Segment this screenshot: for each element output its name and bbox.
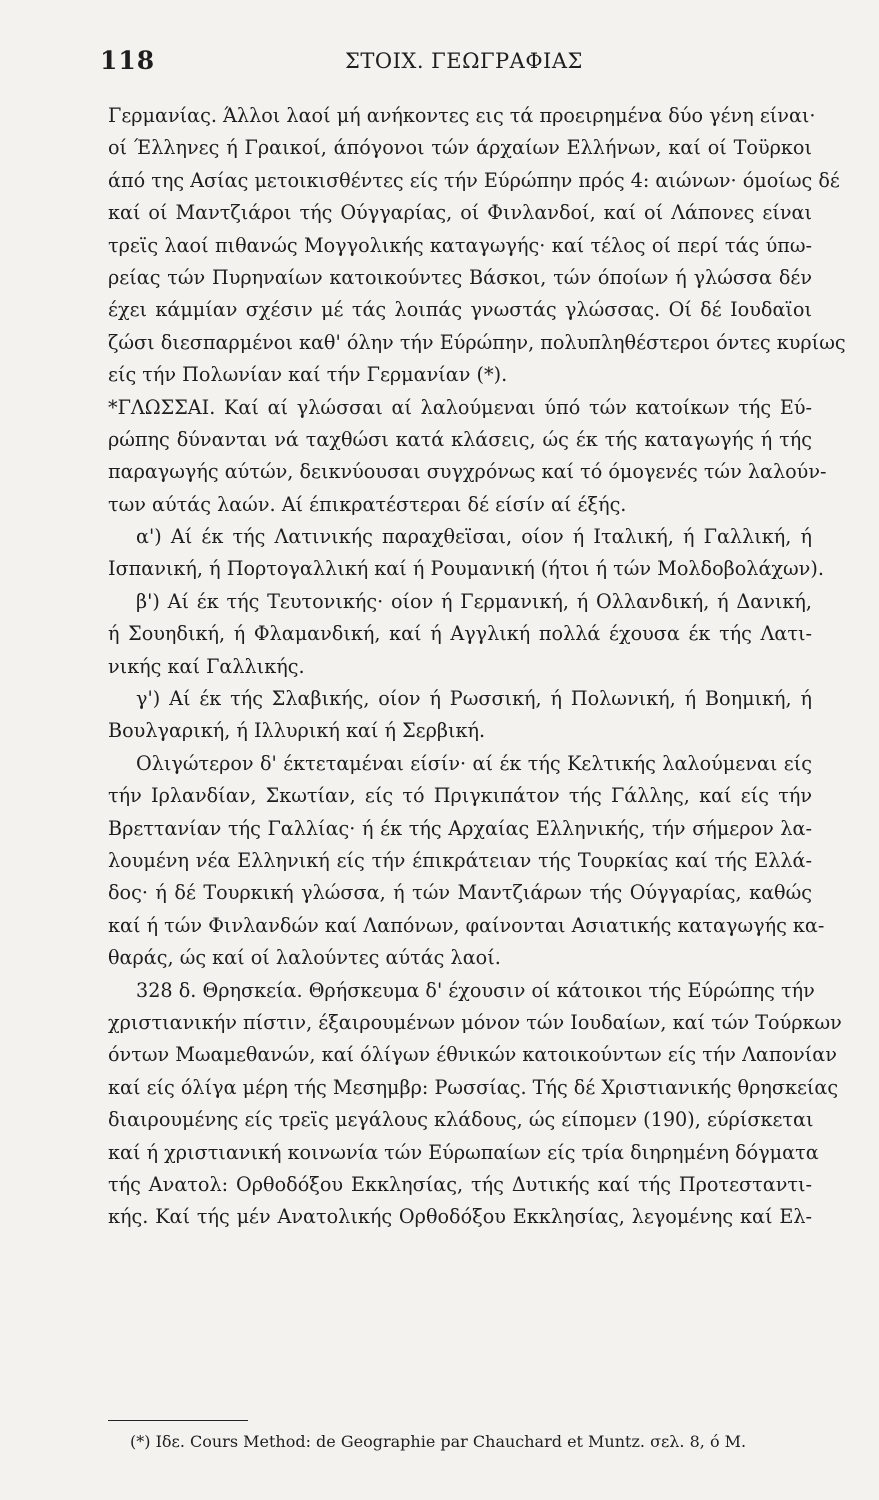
text-line: άπό της Ασίας μετοικισθέντες είς τήν Εύρώπην πρός 4: αιώνων· όμοίως δέ [108,168,840,192]
text-line: είς τήν Πολωνίαν καί τήν Γερμανίαν (*). [108,363,508,387]
text-line: χριστιανικήν πίστιν, έξαιρουμένων μόνον τών Ιουδαίων, καί τών Τούρκων [108,1010,842,1034]
text-line: Βρεττανίαν τής Γαλλίας· ή έκ τής Αρχαίας Ελληνικής, τήν σήμερον λα- [108,816,812,840]
text-line: τής Ανατολ: Ορθοδόξου Εκκλησίας, τής Δυτικής καί τής Προτεσταντι- [108,1172,812,1196]
text-line: β') Αί έκ τής Τευτονικής· οίον ή Γερμανική, ή Ολλανδική, ή Δανική, [136,589,812,613]
text-line: καί ή τών Φινλανδών καί Λαπόνων, φαίνονται Ασιατικής καταγωγής κα- [108,913,825,937]
text-line: ρείας τών Πυρηναίων κατοικούντες Βάσκοι, τών όποίων ή γλώσσα δέν [108,265,812,289]
text-line: Ισπανική, ή Πορτογαλλική καί ή Ρουμανική (ήτοι ή τών Μολδοβολάχων). [108,557,824,581]
text-line: ρώπης δύνανται νά ταχθώσι κατά κλάσεις, ώς έκ τής καταγωγής ή τής [108,427,812,451]
page-header [100,46,820,86]
page-number: 118 [100,46,156,75]
footnote: (*) Ιδε. Cours Method: de Geographie par Chauchard et Muntz. σελ. 8, ό Μ. [130,1432,747,1451]
text-line: Γερμανίας. Άλλοι λαοί μή ανήκοντες εις τά προειρημένα δύο γένη είναι· [108,104,816,127]
text-line: οί Έλληνες ή Γραικοί, άπόγονοι τών άρχαίων Ελλήνων, καί οί Τοϋρκοι [108,136,812,160]
text-line: καί οί Μαντζιάροι τής Ούγγαρίας, οί Φινλανδοί, καί οί Λάπονες είναι [108,201,812,225]
text-line: νικής καί Γαλλικής. [108,654,305,678]
text-line: ή Σουηδική, ή Φλαμανδική, καί ή Αγγλική πολλά έχουσα έκ τής Λατι- [108,622,812,646]
text-line: κής. Καί τής μέν Ανατολικής Ορθοδόξου Εκκλησίας, λεγομένης καί Ελ- [108,1205,812,1229]
text-line: των αύτάς λαών. Αί έπικρατέστεραι δέ είσίν αί έξής. [108,492,627,516]
footnote-divider [108,1420,248,1421]
text-line: τήν Ιρλανδίαν, Σκωτίαν, είς τό Πριγκιπάτον τής Γάλλης, καί είς τήν [108,784,812,808]
text-line: λουμένη νέα Ελληνική είς τήν έπικράτειαν τής Τουρκίας καί τής Ελλά- [108,848,812,872]
text-line: Ολιγώτερον δ' έκτεταμέναι είσίν· αί έκ τής Κελτικής λαλούμεναι είς [136,751,812,775]
text-line: γ') Αί έκ τής Σλαβικής, οίον ή Ρωσσική, ή Πολωνική, ή Βοημική, ή [136,687,812,711]
text-line: καί είς όλίγα μέρη τής Μεσημβρ: Ρωσσίας. Τής δέ Χριστιανικής θρησκείας [108,1075,839,1099]
body-text [108,100,846,1234]
running-title: ΣΤΟΙΧ. ΓΕΩΓΡΑΦΙΑΣ [345,49,583,73]
text-line: *ΓΛΩΣΣΑΙ. Καί αί γλώσσαι αί λαλούμεναι ύπό τών κατοίκων τής Εύ- [108,395,812,419]
text-line: δος· ή δέ Τουρκική γλώσσα, ή τών Μαντζιάρων τής Ούγγαρίας, καθώς [108,881,812,905]
text-line: θαράς, ώς καί οί λαλούντες αύτάς λαοί. [108,946,501,970]
text-line: διαιρουμένης είς τρεϊς μεγάλους κλάδους, ώς είπομεν (190), εύρίσκεται [108,1108,814,1132]
text-line: καί ή χριστιανική κοινωνία τών Εύρωπαίων είς τρία διηρημένη δόγματα [108,1140,819,1164]
text-line: παραγωγής αύτών, δεικνύουσαι συγχρόνως καί τό όμογενές τών λαλούν- [108,460,827,484]
text-line: α') Αί έκ τής Λατινικής παραχθεϊσαι, οίον ή Ιταλική, ή Γαλλική, ή [136,525,812,549]
text-line: τρεϊς λαοί πιθανώς Μογγολικής καταγωγής· καί τέλος οί περί τάς ύπω- [108,233,812,257]
text-line: ζώσι διεσπαρμένοι καθ' όλην τήν Εύρώπην, πολυπληθέστεροι όντες κυρίως [108,330,846,354]
text-line: όντων Μωαμεθανών, καί όλίγων έθνικών κατοικούντων είς τήν Λαπονίαν [108,1043,837,1067]
text-line: Βουλγαρική, ή Ιλλυρική καί ή Σερβική. [108,719,486,743]
text-line: έχει κάμμίαν σχέσιν μέ τάς λοιπάς γνωστάς γλώσσας. Οί δέ Ιουδαϊοι [108,298,812,322]
text-line: 328 δ. Θρησκεία. Θρήσκευμα δ' έχουσιν οί κάτοικοι τής Εύρώπης τήν [136,978,815,1002]
